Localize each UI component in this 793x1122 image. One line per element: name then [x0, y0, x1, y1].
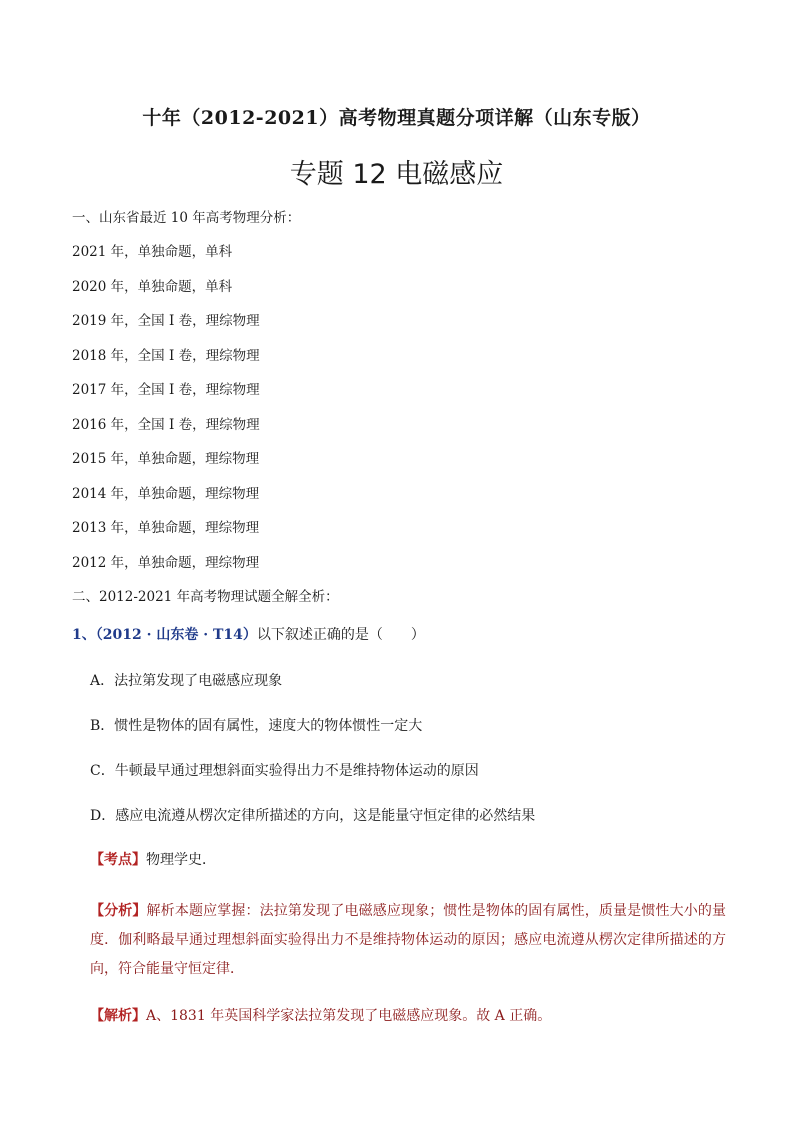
question-stem: 以下叙述正确的是（ ） [256, 627, 425, 643]
analysis-tag: 【分析】 [90, 903, 147, 919]
solution-block [90, 1007, 551, 1025]
kaodian-tag: 【考点】 [90, 852, 146, 868]
year-line: 2014 年，单独命题，理综物理 [72, 486, 260, 502]
solution-tag: 【解析】 [90, 1008, 146, 1024]
option-c: C．牛顿最早通过理想斜面实验得出力不是维持物体运动的原因 [90, 763, 479, 779]
year-line: 2013 年，单独命题，理综物理 [72, 520, 260, 536]
year-line: 2021 年，单独命题，单科 [72, 244, 233, 260]
year-line: 2019 年，全国 I 卷，理综物理 [72, 313, 260, 329]
option-a: A．法拉第发现了电磁感应现象 [90, 673, 283, 689]
question-source: （2012 · 山东卷 · T14） [95, 627, 257, 643]
analysis-block [90, 897, 726, 984]
section2-heading: 二、2012-2021 年高考物理试题全解全析： [72, 589, 339, 605]
option-d: D．感应电流遵从楞次定律所描述的方向，这是能量守恒定律的必然结果 [90, 808, 536, 824]
year-line: 2012 年，单独命题，理综物理 [72, 555, 260, 571]
analysis-text: 解析本题应掌握：法拉第发现了电磁感应现象；惯性是物体的固有属性，质量是惯性大小的量度．伽利略最早通过理想斜面实验得出力不是维持物体运动的原因；感应电流遵从楞次定律所描述的方向，符合能量守恒定律． [90, 903, 726, 977]
option-b: B．惯性是物体的固有属性，速度大的物体惯性一定大 [90, 718, 423, 734]
year-line: 2020 年，单独命题，单科 [72, 279, 233, 295]
year-line: 2018 年，全国 I 卷，理综物理 [72, 348, 260, 364]
year-line: 2015 年，单独命题，理综物理 [72, 451, 260, 467]
question-number: 1、 [72, 627, 96, 643]
solution-text: A、1831 年英国科学家法拉第发现了电磁感应现象。故 A 正确。 [146, 1008, 552, 1024]
series-title: 十年（2012-2021）高考物理真题分项详解（山东专版） [142, 107, 651, 129]
year-line: 2016 年，全国 I 卷，理综物理 [72, 417, 260, 433]
section1-heading: 一、山东省最近 10 年高考物理分析： [72, 210, 301, 226]
year-line: 2017 年，全国 I 卷，理综物理 [72, 382, 260, 398]
kaodian-block [90, 851, 216, 869]
question-header [72, 626, 425, 644]
topic-title: 专题 12 电磁感应 [289, 159, 504, 190]
kaodian-text: 物理学史． [146, 852, 216, 868]
